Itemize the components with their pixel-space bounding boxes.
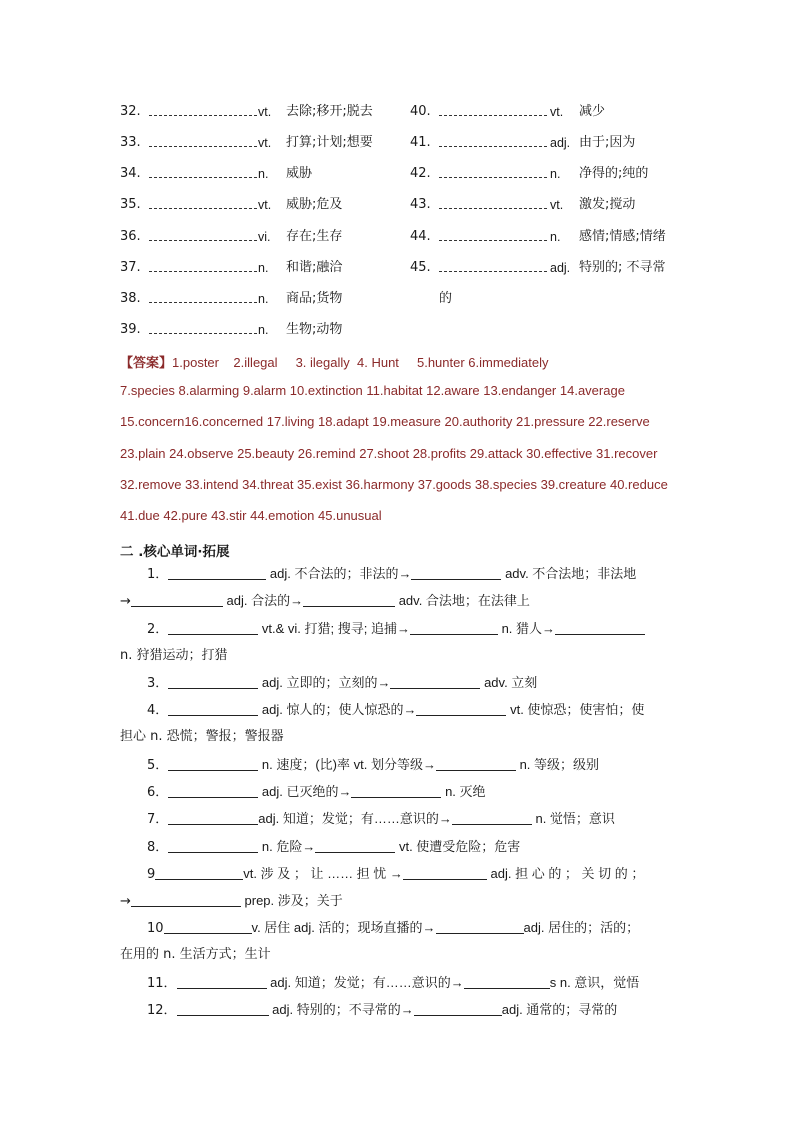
answer-blank[interactable]	[168, 783, 258, 798]
vocab-pos: vt.	[550, 105, 564, 119]
vocab-meaning: 商品;货物	[286, 291, 343, 306]
vocab-meaning: 打算;计划;想要	[286, 135, 373, 150]
answer-blank[interactable]	[439, 258, 547, 272]
vocab-number: 41.	[410, 135, 431, 150]
answer-blank[interactable]	[439, 227, 547, 241]
exercise-line	[120, 591, 676, 612]
exercise-text: adv. 不合法地；非法地	[501, 566, 637, 581]
answer-blank[interactable]	[168, 701, 258, 716]
vocab-meaning: 特别的; 不寻常	[579, 260, 666, 275]
answer-blank[interactable]	[464, 974, 550, 989]
answer-blank[interactable]	[168, 838, 258, 853]
vocab-pos: n.	[258, 261, 269, 275]
exercise-line	[147, 809, 703, 830]
answer-blank[interactable]	[149, 258, 257, 272]
vocab-pos: n.	[550, 230, 561, 244]
vocab-row	[120, 258, 410, 278]
vocab-row	[120, 133, 410, 153]
vocab-pos: vt.	[258, 136, 272, 150]
vocab-number: 43.	[410, 197, 431, 212]
answer-blank[interactable]	[414, 1001, 502, 1016]
exercise-line	[147, 782, 703, 803]
vocab-row	[120, 164, 410, 184]
exercise-number: 1．	[147, 567, 169, 582]
vocab-row	[410, 102, 680, 122]
exercise-text: prep. 涉及；关于	[240, 893, 343, 908]
exercise-text: n. 猎人→	[497, 621, 556, 636]
exercise-text: adj. 居住的；活的；	[523, 920, 640, 935]
vocab-meaning: 减少	[579, 104, 606, 119]
vocab-row	[120, 320, 410, 340]
answer-blank[interactable]	[351, 783, 441, 798]
exercise-text: adj. 不合法的；非法的→	[266, 566, 412, 581]
answer-blank[interactable]	[164, 919, 252, 934]
exercise-number: 5．	[147, 758, 169, 773]
vocab-meaning: 由于;因为	[579, 135, 636, 150]
exercise-number: 6．	[147, 785, 169, 800]
answer-blank[interactable]	[149, 195, 257, 209]
exercise-text: adj. 知道；发觉；有……意识的→	[266, 975, 464, 990]
answer-blank[interactable]	[439, 195, 547, 209]
exercise-text: n. 速度；(比)率 vt. 划分等级→	[258, 757, 436, 772]
answer-blank[interactable]	[416, 701, 506, 716]
vocab-row	[410, 227, 680, 247]
answer-blank[interactable]	[403, 865, 487, 880]
exercise-number: 3．	[147, 676, 169, 691]
vocab-number: 44.	[410, 229, 431, 244]
answer-line: 7.species 8.alarming 9.alarm 10.extinction 11.habitat 12.aware 13.endanger 14.average	[120, 383, 625, 398]
exercise-text: n. 危险→	[258, 839, 316, 854]
exercise-number: 8．	[147, 840, 169, 855]
exercise-text: s n. 意识，觉悟	[549, 975, 640, 990]
vocab-meaning: 威胁;危及	[286, 197, 343, 212]
vocab-pos: adj.	[550, 261, 571, 275]
vocab-pos: n.	[258, 323, 269, 337]
exercise-line	[147, 1000, 703, 1021]
vocab-meaning: 生物;动物	[286, 322, 343, 337]
answer-blank[interactable]	[149, 164, 257, 178]
answer-blank[interactable]	[168, 674, 258, 689]
answer-blank[interactable]	[149, 289, 257, 303]
exercise-line	[120, 891, 676, 912]
vocab-pos: n.	[258, 292, 269, 306]
answer-blank[interactable]	[168, 810, 258, 825]
vocab-number: 34.	[120, 166, 141, 181]
answer-line: 41.due 42.pure 43.stir 44.emotion 45.unusual	[120, 508, 382, 523]
exercise-number: 12．	[147, 1003, 177, 1018]
vocab-number: 38.	[120, 291, 141, 306]
vocab-row	[410, 164, 680, 184]
vocab-meaning: 去除;移开;脱去	[286, 104, 373, 119]
vocab-number: 45.	[410, 260, 431, 275]
vocab-row	[120, 289, 410, 309]
answer-blank[interactable]	[177, 1001, 269, 1016]
vocab-pos: vt.	[550, 198, 564, 212]
exercise-text: →	[120, 894, 131, 909]
vocab-row	[120, 195, 410, 215]
exercise-line	[147, 864, 703, 885]
vocab-meaning: 激发;搅动	[579, 197, 636, 212]
exercise-number: 10	[147, 921, 164, 936]
answer-blank[interactable]	[555, 620, 645, 635]
exercise-line	[147, 973, 703, 994]
answer-blank[interactable]	[168, 565, 266, 580]
vocab-meaning: 存在;生存	[286, 229, 343, 244]
exercise-line	[147, 837, 703, 858]
exercise-line	[147, 619, 703, 640]
vocab-row	[120, 227, 410, 247]
exercise-text: adj. 合法的→	[222, 593, 304, 608]
vocab-pos: vi.	[258, 230, 271, 244]
exercise-line: 在用的 n. 生活方式；生计	[120, 947, 271, 962]
answer-blank[interactable]	[149, 227, 257, 241]
exercise-line: 担心 n. 恐慌；警报；警报器	[120, 729, 284, 744]
exercise-number: 4．	[147, 703, 169, 718]
answer-blank[interactable]	[411, 565, 501, 580]
exercise-text: adj. 通常的；寻常的	[501, 1002, 618, 1017]
exercise-number: 2．	[147, 622, 169, 637]
exercise-text: adj. 立即的；立刻的→	[258, 675, 391, 690]
exercise-number: 11．	[147, 976, 177, 991]
exercise-text: vt.& vi. 打猎; 搜寻; 追捕→	[258, 621, 410, 636]
answer-blank[interactable]	[168, 756, 258, 771]
vocab-pos: vt.	[258, 198, 272, 212]
vocab-meaning: 净得的;纯的	[579, 166, 649, 181]
vocab-number: 37.	[120, 260, 141, 275]
exercise-text: adj. 特别的；不寻常的→	[268, 1002, 414, 1017]
answer-blank[interactable]	[436, 756, 516, 771]
vocab-row	[410, 195, 680, 215]
answer-blank[interactable]	[390, 674, 480, 689]
answer-blank[interactable]	[168, 620, 258, 635]
answer-blank[interactable]	[131, 892, 241, 907]
answer-blank[interactable]	[131, 592, 223, 607]
vocab-number: 35.	[120, 197, 141, 212]
exercise-text: vt. 使遭受危险；危害	[395, 839, 521, 854]
answer-blank[interactable]	[439, 133, 547, 147]
exercise-text: adv. 合法地；在法律上	[395, 593, 530, 608]
answer-blank[interactable]	[436, 919, 524, 934]
vocab-number: 32.	[120, 104, 141, 119]
answer-label: 【答案】	[120, 356, 173, 371]
vocab-pos: adj.	[550, 136, 571, 150]
exercise-number: 9	[147, 867, 156, 882]
exercise-line	[147, 700, 703, 721]
exercise-text: adv. 立刻	[480, 675, 538, 690]
answer-blank[interactable]	[410, 620, 498, 635]
exercise-text: adj. 知道；发觉；有……意识的→	[258, 811, 452, 826]
answer-line: 32.remove 33.intend 34.threat 35.exist 36.harmony 37.goods 38.species 39.creature 40.reduce	[120, 477, 668, 492]
exercise-text: adj. 担 心 的 ； 关 切 的 ；	[486, 866, 645, 881]
exercise-text: adj. 已灭绝的→	[258, 784, 352, 799]
answer-text: 1.poster 2.illegal 3. ilegally 4. Hunt 5.hunter 6.immediately	[172, 355, 549, 370]
vocab-pos: n.	[258, 167, 269, 181]
answer-line: 23.plain 24.observe 25.beauty 26.remind 27.shoot 28.profits 29.attack 30.effective 31.recover	[120, 446, 658, 461]
answer-blank[interactable]	[149, 320, 257, 334]
vocab-pos: n.	[550, 167, 561, 181]
exercise-number: 7．	[147, 812, 169, 827]
exercise-text: adj. 惊人的；使人惊恐的→	[258, 702, 417, 717]
answer-blank[interactable]	[149, 133, 257, 147]
exercise-text: vt. 使惊恐；使害怕；使	[506, 702, 645, 717]
vocab-number: 39.	[120, 322, 141, 337]
answer-line	[120, 352, 548, 371]
vocab-meaning: 感情;情感;情绪	[579, 229, 666, 244]
exercise-line	[147, 673, 703, 694]
answer-blank[interactable]	[452, 810, 532, 825]
vocab-row-wrap	[410, 289, 680, 309]
vocab-pos: vt.	[258, 105, 272, 119]
exercise-line	[147, 564, 703, 585]
vocab-row	[410, 258, 680, 278]
exercise-line: n. 狩猎运动；打猎	[120, 648, 228, 663]
exercise-text: n. 觉悟；意识	[531, 811, 615, 826]
answer-blank[interactable]	[149, 102, 257, 116]
exercise-text: vt. 涉 及 ； 让 …… 担 忧 →	[243, 866, 403, 881]
answer-blank[interactable]	[155, 865, 243, 880]
exercise-text: n. 等级；级别	[515, 757, 600, 772]
vocab-meaning: 和谐;融洽	[286, 260, 343, 275]
answer-blank[interactable]	[315, 838, 395, 853]
vocab-number: 33.	[120, 135, 141, 150]
vocab-meaning: 威胁	[286, 166, 313, 181]
vocab-row	[120, 102, 410, 122]
vocab-row	[410, 133, 680, 153]
vocab-meaning-wrap: 的	[439, 291, 453, 306]
exercise-line	[147, 755, 703, 776]
exercise-text: n. 灭绝	[441, 784, 486, 799]
vocab-number: 40.	[410, 104, 431, 119]
vocab-number: 42.	[410, 166, 431, 181]
vocab-number: 36.	[120, 229, 141, 244]
exercise-text: →	[120, 594, 131, 609]
answer-blank[interactable]	[439, 102, 547, 116]
answer-blank[interactable]	[177, 974, 267, 989]
section-title: 二 .核心单词·拓展	[120, 544, 230, 560]
exercise-line	[147, 918, 703, 939]
answer-blank[interactable]	[303, 592, 395, 607]
answer-line: 15.concern16.concerned 17.living 18.adapt 19.measure 20.authority 21.pressure 22.reserve	[120, 414, 650, 429]
exercise-text: v. 居住 adj. 活的；现场直播的→	[251, 920, 436, 935]
answer-blank[interactable]	[439, 164, 547, 178]
